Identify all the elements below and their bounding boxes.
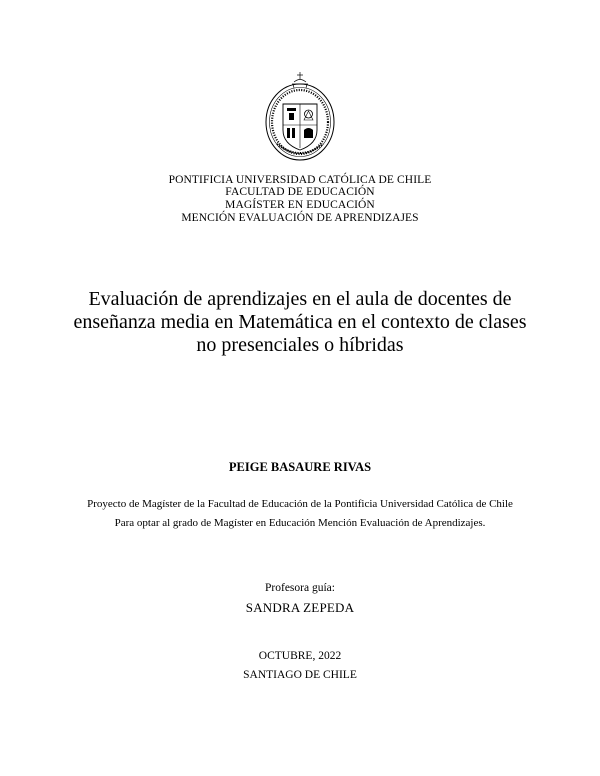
university-seal-icon: [263, 70, 337, 164]
institution-university: PONTIFICIA UNIVERSIDAD CATÓLICA DE CHILE: [168, 174, 432, 186]
project-description-line-2: Para optar al grado de Magíster en Educación Mención Evaluación de Aprendizajes.: [114, 517, 486, 529]
thesis-title-line-2: enseñanza media en Matemática en el contexto de clases: [73, 311, 527, 333]
author-name: PEIGE BASAURE RIVAS: [228, 460, 372, 474]
institution-faculty: FACULTAD DE EDUCACIÓN: [225, 186, 375, 198]
supervisor-label: Profesora guía:: [265, 582, 335, 594]
institution-program: MAGÍSTER EN EDUCACIÓN: [225, 199, 375, 211]
submission-place: SANTIAGO DE CHILE: [243, 669, 357, 681]
supervisor-name: SANDRA ZEPEDA: [245, 600, 355, 615]
thesis-title-line-1: Evaluación de aprendizajes en el aula de docentes de: [88, 288, 512, 310]
thesis-title-line-3: no presenciales o híbridas: [196, 334, 404, 356]
project-description-line-1: Proyecto de Magíster de la Facultad de Educación de la Pontificia Universidad Católica de Chile: [87, 498, 513, 510]
submission-date: OCTUBRE, 2022: [258, 650, 342, 662]
institution-mention: MENCIÓN EVALUACIÓN DE APRENDIZAJES: [181, 212, 419, 224]
